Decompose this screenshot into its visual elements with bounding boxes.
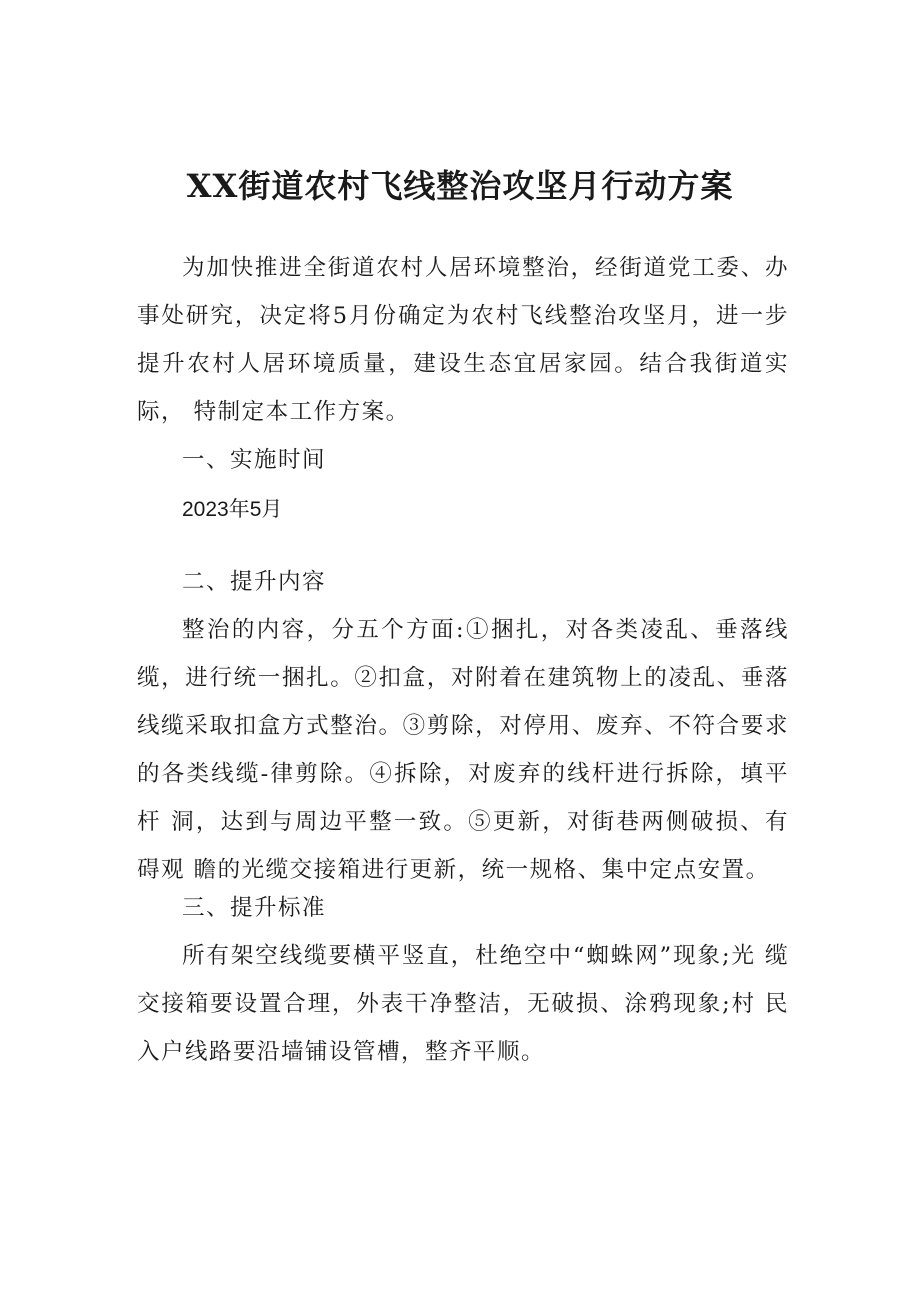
intro-paragraph: 为加快推进全街道农村人居环境整治，经街道党工委、办 事处研究，决定将5月份确定为农村飞线整治攻坚月，进一步 提升农村人居环境质量，建设生态宜居家园。结合我街道实际， 特制定本工作方案。 — [137, 255, 789, 425]
content-paragraph: 整治的内容，分五个方面:①捆扎，对各类凌乱、垂落线 缆，进行统一捆扎。②扣盒，对附着在建筑物上的凌乱、垂落 线缆采取扣盒方式整治。③剪除，对停用、废弃、不符合要求 的各类线缆-律剪除。④拆除，对废弃的线杆进行拆除，填平杆 洞，达到与周边平整一致。⑤更新，对街巷两侧破损、有碍观 瞻的光缆交接箱进行更新，统一规格、集中定点安置。 — [137, 617, 789, 883]
standard-paragraph: 所有架空线缆要横平竖直，杜绝空中“蜘蛛网”现象;光 缆交接箱要设置合理，外表干净整洁，无破损、涂鸦现象;村 民入户线路要沿墙铺设管槽，整齐平顺。 — [137, 943, 789, 1065]
section-heading-time: 一、实施时间 — [182, 447, 327, 473]
implementation-date: 2023年5月 — [182, 498, 283, 521]
document-title: XX街道农村飞线整治攻坚月行动方案 — [186, 167, 734, 205]
section-heading-standard: 三、提升标准 — [182, 895, 327, 921]
section-heading-content: 二、提升内容 — [182, 569, 327, 595]
